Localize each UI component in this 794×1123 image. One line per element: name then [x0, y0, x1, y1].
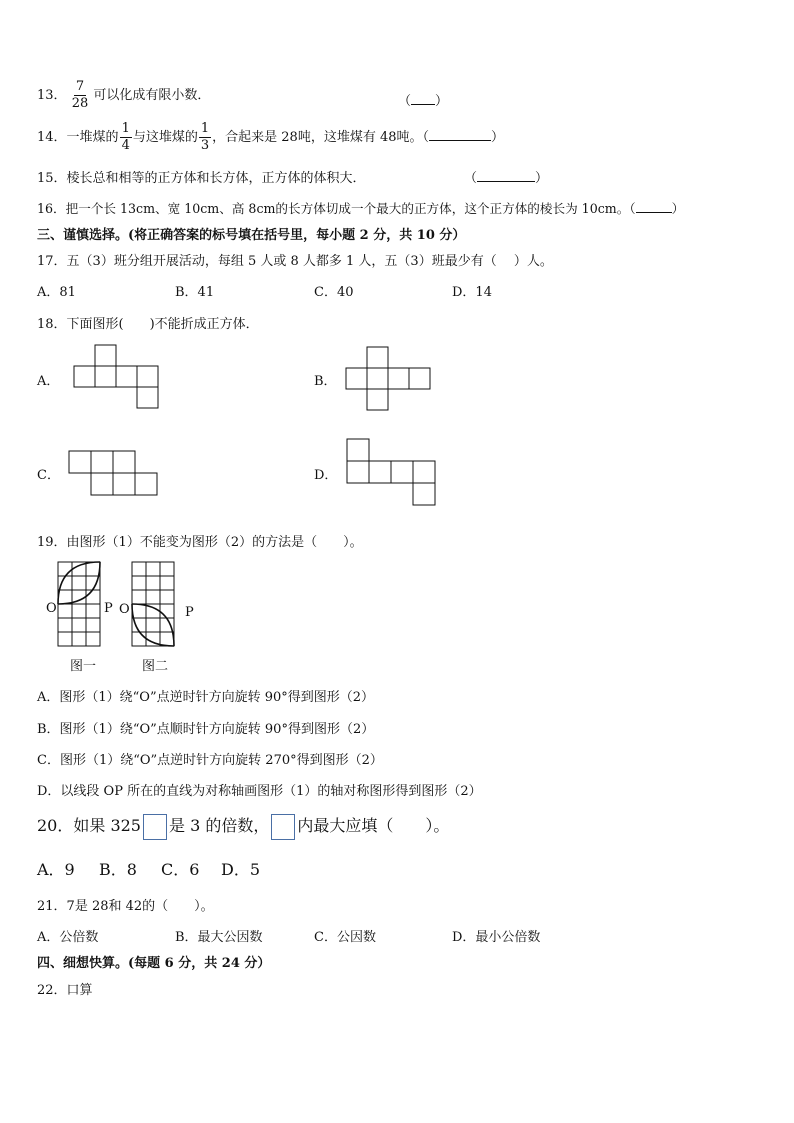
option-a[interactable]: A．81 — [37, 285, 76, 300]
question-text: 与这堆煤的 — [132, 130, 198, 145]
question-number: 15． — [37, 171, 67, 186]
option-d[interactable]: D．14 — [452, 285, 492, 300]
option-d-label[interactable]: D． — [314, 468, 338, 483]
point-o-label: O — [46, 601, 57, 616]
question-text: 一堆煤的 — [66, 130, 119, 145]
option-a[interactable]: A．9 — [37, 860, 75, 879]
option-c-label[interactable]: C． — [37, 468, 60, 483]
point-o-label: O — [119, 602, 130, 617]
fraction-numerator: 1 — [200, 121, 210, 136]
question-number: 14． — [37, 130, 67, 145]
option-a[interactable]: A．公倍数 — [37, 930, 99, 945]
option-b-label[interactable]: B． — [314, 374, 337, 389]
question-22: 22．口算 — [37, 983, 93, 998]
question-text: ，合起来是 28吨，这堆煤有 48吨。（ — [212, 130, 429, 145]
paren-right: ） — [435, 94, 449, 109]
option-a-label[interactable]: A． — [37, 374, 60, 389]
cube-net-b[interactable] — [346, 347, 430, 410]
paren-right: ） — [535, 171, 549, 186]
fraction-denominator: 4 — [121, 138, 130, 153]
question-text: 把一个长 13cm、宽 10cm、高 8cm的长方体切成一个最大的正方体，这个正方体的棱长为 10cm。（ — [65, 201, 636, 216]
point-p-label: P — [104, 601, 113, 616]
question-text: 内最大应填（ ）。 — [297, 816, 450, 835]
option-d[interactable]: D．5 — [221, 860, 261, 879]
figure-2-caption: 图二 — [142, 659, 169, 674]
question-17: 17．五（3）班分组开展活动，每组 5 人或 8 人都多 1 人，五（3）班最少有（ ）人。 — [37, 254, 553, 269]
question-text: 可以化成有限小数． — [93, 88, 211, 103]
option-c[interactable]: C．40 — [314, 285, 354, 300]
option-c[interactable]: C．公因数 — [314, 930, 376, 945]
question-text: 是 3 的倍数， — [169, 816, 270, 835]
question-number: 13． — [37, 88, 67, 103]
question-number: 16． — [37, 201, 66, 216]
digit-box[interactable] — [143, 814, 167, 840]
question-19: 19．由图形（1）不能变为图形（2）的方法是（ ）。 — [37, 535, 363, 550]
fraction-denominator: 28 — [71, 96, 89, 111]
digit-box[interactable] — [271, 814, 295, 840]
question-text: 棱长总和相等的正方体和长方体，正方体的体积大． — [66, 171, 366, 186]
question-21: 21．7是 28和 42的（ ）。 — [37, 899, 214, 914]
option-b[interactable]: B．图形（1）绕“O”点顺时针方向旋转 90°得到图形（2） — [37, 722, 375, 737]
fraction-numerator: 7 — [75, 79, 85, 94]
figure-1-caption: 图一 — [70, 659, 97, 674]
question-18: 18．下面图形( )不能折成正方体． — [37, 317, 259, 332]
option-c[interactable]: C．6 — [161, 860, 200, 879]
cube-net-a[interactable] — [74, 345, 158, 408]
section-heading: 三、谨慎选择。(将正确答案的标号填在括号里，每小题 2 分，共 10 分） — [37, 228, 466, 243]
point-p-label: P — [185, 605, 194, 620]
paren-left: （ — [398, 94, 412, 109]
cube-net-c[interactable] — [69, 451, 157, 495]
paren-right: ） — [671, 201, 685, 216]
section-heading: 四、细想快算。(每题 6 分，共 24 分） — [37, 956, 271, 971]
option-b[interactable]: B．41 — [175, 285, 215, 300]
option-c[interactable]: C．图形（1）绕“O”点逆时针方向旋转 270°得到图形（2） — [37, 753, 383, 768]
question-20 — [37, 813, 449, 840]
figure-1 — [58, 562, 100, 646]
question-text: 20．如果 325 — [37, 816, 141, 835]
option-b[interactable]: B．8 — [99, 860, 137, 879]
paren-left: （ — [464, 171, 478, 186]
figure-2 — [132, 562, 174, 646]
option-a[interactable]: A．图形（1）绕“O”点逆时针方向旋转 90°得到图形（2） — [37, 690, 375, 705]
option-d[interactable]: D．最小公倍数 — [452, 930, 541, 945]
fraction-numerator: 1 — [121, 121, 130, 136]
cube-net-d[interactable] — [347, 439, 435, 505]
paren-right: ） — [491, 130, 505, 145]
option-b[interactable]: B．最大公因数 — [175, 930, 263, 945]
fraction-denominator: 3 — [200, 138, 210, 153]
option-d[interactable]: D．以线段 OP 所在的直线为对称轴画图形（1）的轴对称图形得到图形（2） — [37, 784, 482, 799]
